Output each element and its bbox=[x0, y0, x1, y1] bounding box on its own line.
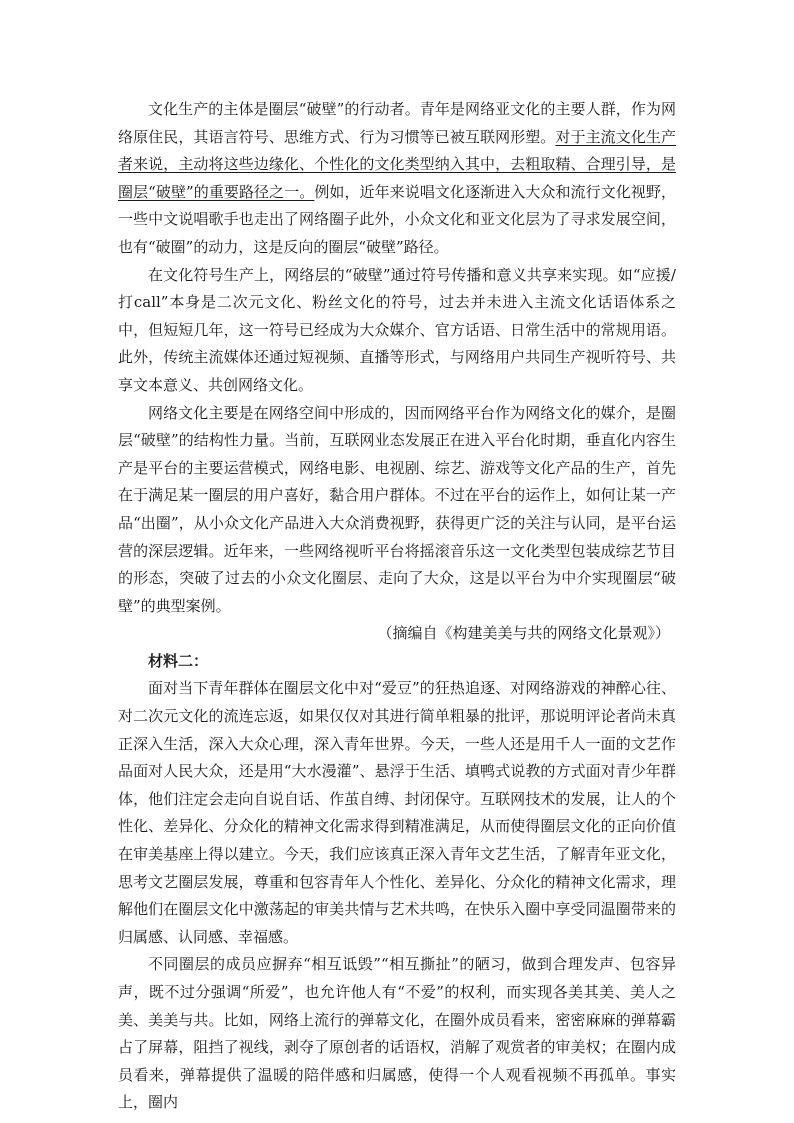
paragraph-1-lead: 文化生产的主体是圈层“破壁”的行动者。青年是网络亚文化的主要人群，作为网络原住民，其语言符号、思维方式、行为习惯等已被互联网形塑。 bbox=[118, 100, 676, 146]
paragraph-1 bbox=[118, 96, 676, 262]
underlined-sentence: 对于主流文化生产者来说，主动将这些边缘化、个性化的文化类型纳入其中，去粗取精、合理引导，是圈层“破壁”的重要路径之一。 bbox=[118, 127, 676, 201]
paragraph-3: 网络文化主要是在网络空间中形成的，因而网络平台作为网络文化的媒介，是圈层“破壁”的结构性力量。当前，互联网业态发展正在进入平台化时期，垂直化内容生产是平台的主要运营模式，网络电影、电视剧、综艺、游戏等文化产品的生产，首先在于满足某一圈层的用户喜好，黏合用户群体。不过在平台的运作上，如何让某一产品“出圈”，从小众文化产品进入大众消费视野，获得更广泛的关注与认同，是平台运营的深层逻辑。近年来，一些网络视听平台将摇滚音乐这一文化类型包装成综艺节目的形态，突破了过去的小众文化圈层、走向了大众，这是以平台为中介实现圈层“破壁”的典型案例。 bbox=[118, 403, 676, 615]
source-citation: （摘编自《构建美美与共的网络文化景观》） bbox=[377, 624, 670, 643]
paragraph-1-tail: 例如，近年来说唱文化逐渐进入大众和流行文化视野，一些中文说唱歌手也走出了网络圈子此外，小众文化和亚文化层为了寻求发展空间，也有“破圈”的动力，这是反向的圈层“破壁”路径。 bbox=[118, 182, 676, 256]
document-body bbox=[118, 96, 676, 1117]
paragraph-2: 在文化符号生产上，网络层的“破壁”通过符号传播和意义共享来实现。如“应援/打call”本身是二次元文化、粉丝文化的符号，过去并未进入主流文化话语体系之中，但短短几年，这一符号已经成为大众媒介、官方话语、日常生活中的常规用语。此外，传统主流媒体还通过短视频、直播等形式，与网络用户共同生产视听符号、共享文本意义、共创网络文化。 bbox=[118, 265, 676, 394]
paragraph-5: 不同圈层的成员应摒弃“相互诋毁”“相互撕扯”的陋习，做到合理发声、包容异声，既不过分强调“所爱”，也允许他人有“不爱”的权利，而实现各美其美、美人之美、美美与共。比如，网络上流行的弹幕文化，在圈外成员看来，密密麻麻的弹幕霸占了屏幕，阻挡了视线，剥夺了原创者的话语权，消解了观赏者的审美权；在圈内成员看来，弹幕提供了温暖的陪伴感和归属感，使得一个人观看视频不再孤单。事实上，圈内 bbox=[118, 955, 676, 1112]
paragraph-4: 面对当下青年群体在圈层文化中对“爱豆”的狂热追逐、对网络游戏的神醉心往、对二次元文化的流连忘返，如果仅仅对其进行简单粗暴的批评，那说明评论者尚未真正深入生活，深入大众心理，深入青年世界。今天，一些人还是用千人一面的文艺作品面对人民大众，还是用“大水漫灌”、悬浮于生活、填鸭式说教的方式面对青少年群体，他们注定会走向自说自话、作茧自缚、封闭保守。互联网技术的发展，让人的个性化、差异化、分众化的精神文化需求得到精准满足，从而使得圈层文化的正向价值在审美基座上得以建立。今天，我们应该真正深入青年文艺生活，了解青年亚文化，思考文艺圈层发展，尊重和包容青年人个性化、差异化、分众化的精神文化需求，理解他们在圈层文化中激荡起的审美共情与艺术共鸣，在快乐入圈中享受同温圈带来的归属感、认同感、幸福感。 bbox=[118, 679, 676, 946]
section-heading: 材料二： bbox=[148, 651, 209, 670]
